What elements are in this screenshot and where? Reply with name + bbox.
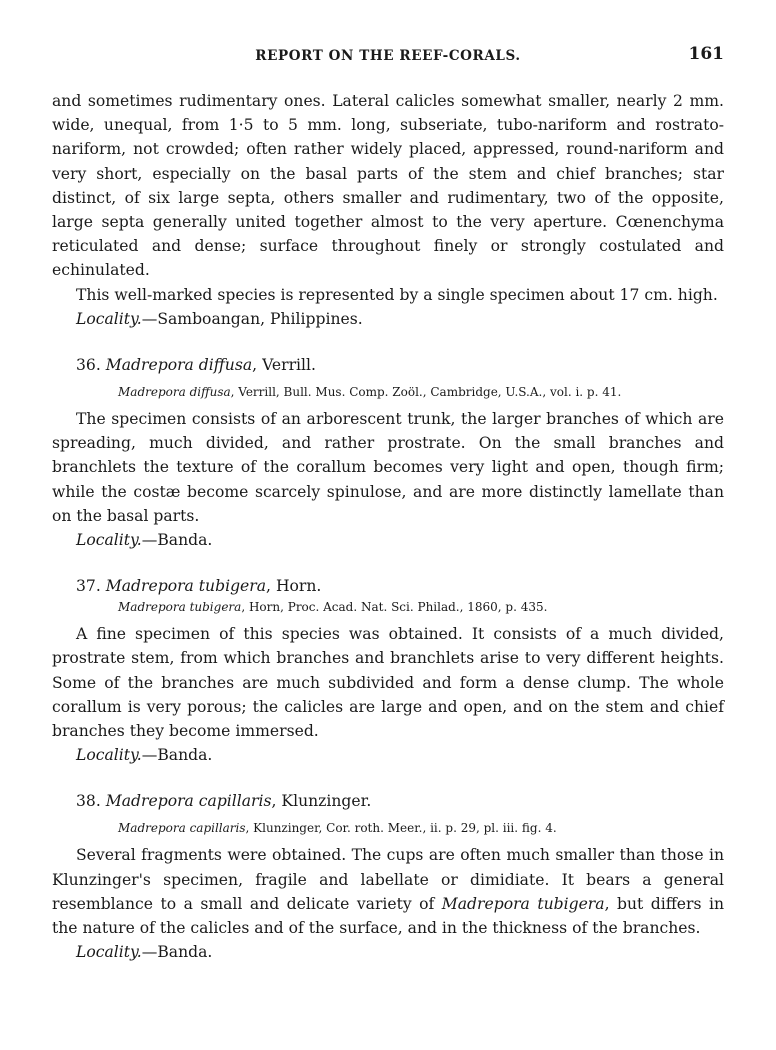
species-heading — [52, 789, 724, 813]
citation-text: , Horn, Proc. Acad. Nat. Sci. Philad., 1860, p. 435. — [241, 600, 548, 615]
page-header — [52, 46, 724, 70]
species-author: , Verrill. — [252, 356, 316, 375]
species-name: Madrepora tubigera — [105, 577, 267, 596]
species-number: 37. — [76, 577, 101, 596]
locality-label: Locality. — [76, 531, 142, 550]
species-number: 36. — [76, 356, 101, 375]
species-citation — [52, 383, 724, 401]
species-name: Madrepora diffusa — [105, 356, 253, 375]
species-author: , Horn. — [266, 577, 322, 596]
species-paragraph — [52, 843, 724, 940]
running-head: REPORT ON THE REEF-CORALS. — [255, 48, 521, 64]
species-paragraph: The specimen consists of an arborescent trunk, the larger branches of which are spreading, much divided, and rather prostrate. On the small branches and branchlets the texture of the corallum becomes very light and open, though firm; while the costæ become scarcely spinulose, and are more distinctly lamellate than on the basal parts. — [52, 410, 724, 525]
species-citation — [52, 819, 724, 837]
paragraph-text: , but differs in the nature of the calicles and of the surface, and in the thickness of the branches. — [52, 894, 724, 938]
species-name: Madrepora capillaris — [105, 792, 272, 811]
citation-text: , Verrill, Bull. Mus. Comp. Zoöl., Cambridge, U.S.A., vol. i. p. 41. — [230, 385, 622, 400]
locality-line — [52, 528, 724, 552]
species-author: , Klunzinger. — [271, 792, 372, 811]
locality-line — [52, 940, 724, 964]
page-number: 161 — [688, 44, 724, 64]
locality-value: —Banda. — [141, 531, 213, 550]
locality-value: —Samboangan, Philippines. — [141, 309, 363, 328]
paragraph-text: Several fragments were obtained. The cups are often much smaller than those in Klunzinger's specimen, fragile and labellate or dimidiate. It bears a general resemblance to a small and delicate variety of — [52, 846, 724, 913]
locality-value: —Banda. — [141, 943, 213, 962]
citation-name: Madrepora diffusa — [118, 385, 231, 400]
locality-value: —Banda. — [141, 746, 213, 765]
continuation-remark: This well-marked species is represented by a single specimen about 17 cm. high. — [76, 285, 718, 304]
citation-text: , Klunzinger, Cor. roth. Meer., ii. p. 29, pl. iii. fig. 4. — [245, 821, 557, 836]
locality-line — [52, 743, 724, 767]
species-number: 38. — [76, 792, 101, 811]
species-heading — [52, 574, 724, 598]
species-paragraph: A fine specimen of this species was obtained. It consists of a much divided, prostrate stem, from which branches and branchlets arise to very different heights. Some of the branches are much subdivided and form a dense clump. The whole corallum is very porous; the calicles are large and open, and on the stem and chief branches they become immersed. — [52, 625, 724, 741]
locality-line — [52, 307, 724, 331]
locality-label: Locality. — [76, 746, 142, 765]
species-citation — [52, 598, 724, 616]
citation-name: Madrepora capillaris — [118, 821, 246, 836]
locality-label: Locality. — [76, 943, 142, 962]
page-body — [52, 89, 724, 964]
continuation-paragraph: and sometimes rudimentary ones. Lateral calicles somewhat smaller, nearly 2 mm. wide, unequal, from 1·5 to 5 mm. long, subseriate, tubo-nariform and rostrato-nariform, not crowded; often rather widely placed, appressed, round-nariform and very short, especially on the basal parts of the stem and chief branches; star distinct, of six large septa, others smaller and rudimentary, two of the opposite, large septa generally united together almost to the very aperture. Cœnenchyma reticulated and dense; surface throughout finely or strongly costulated and echinulated. — [52, 92, 724, 280]
paragraph-italic-name: Madrepora tubigera — [441, 894, 605, 913]
citation-name: Madrepora tubigera — [118, 600, 242, 615]
species-heading — [52, 353, 724, 377]
locality-label: Locality. — [76, 309, 142, 328]
